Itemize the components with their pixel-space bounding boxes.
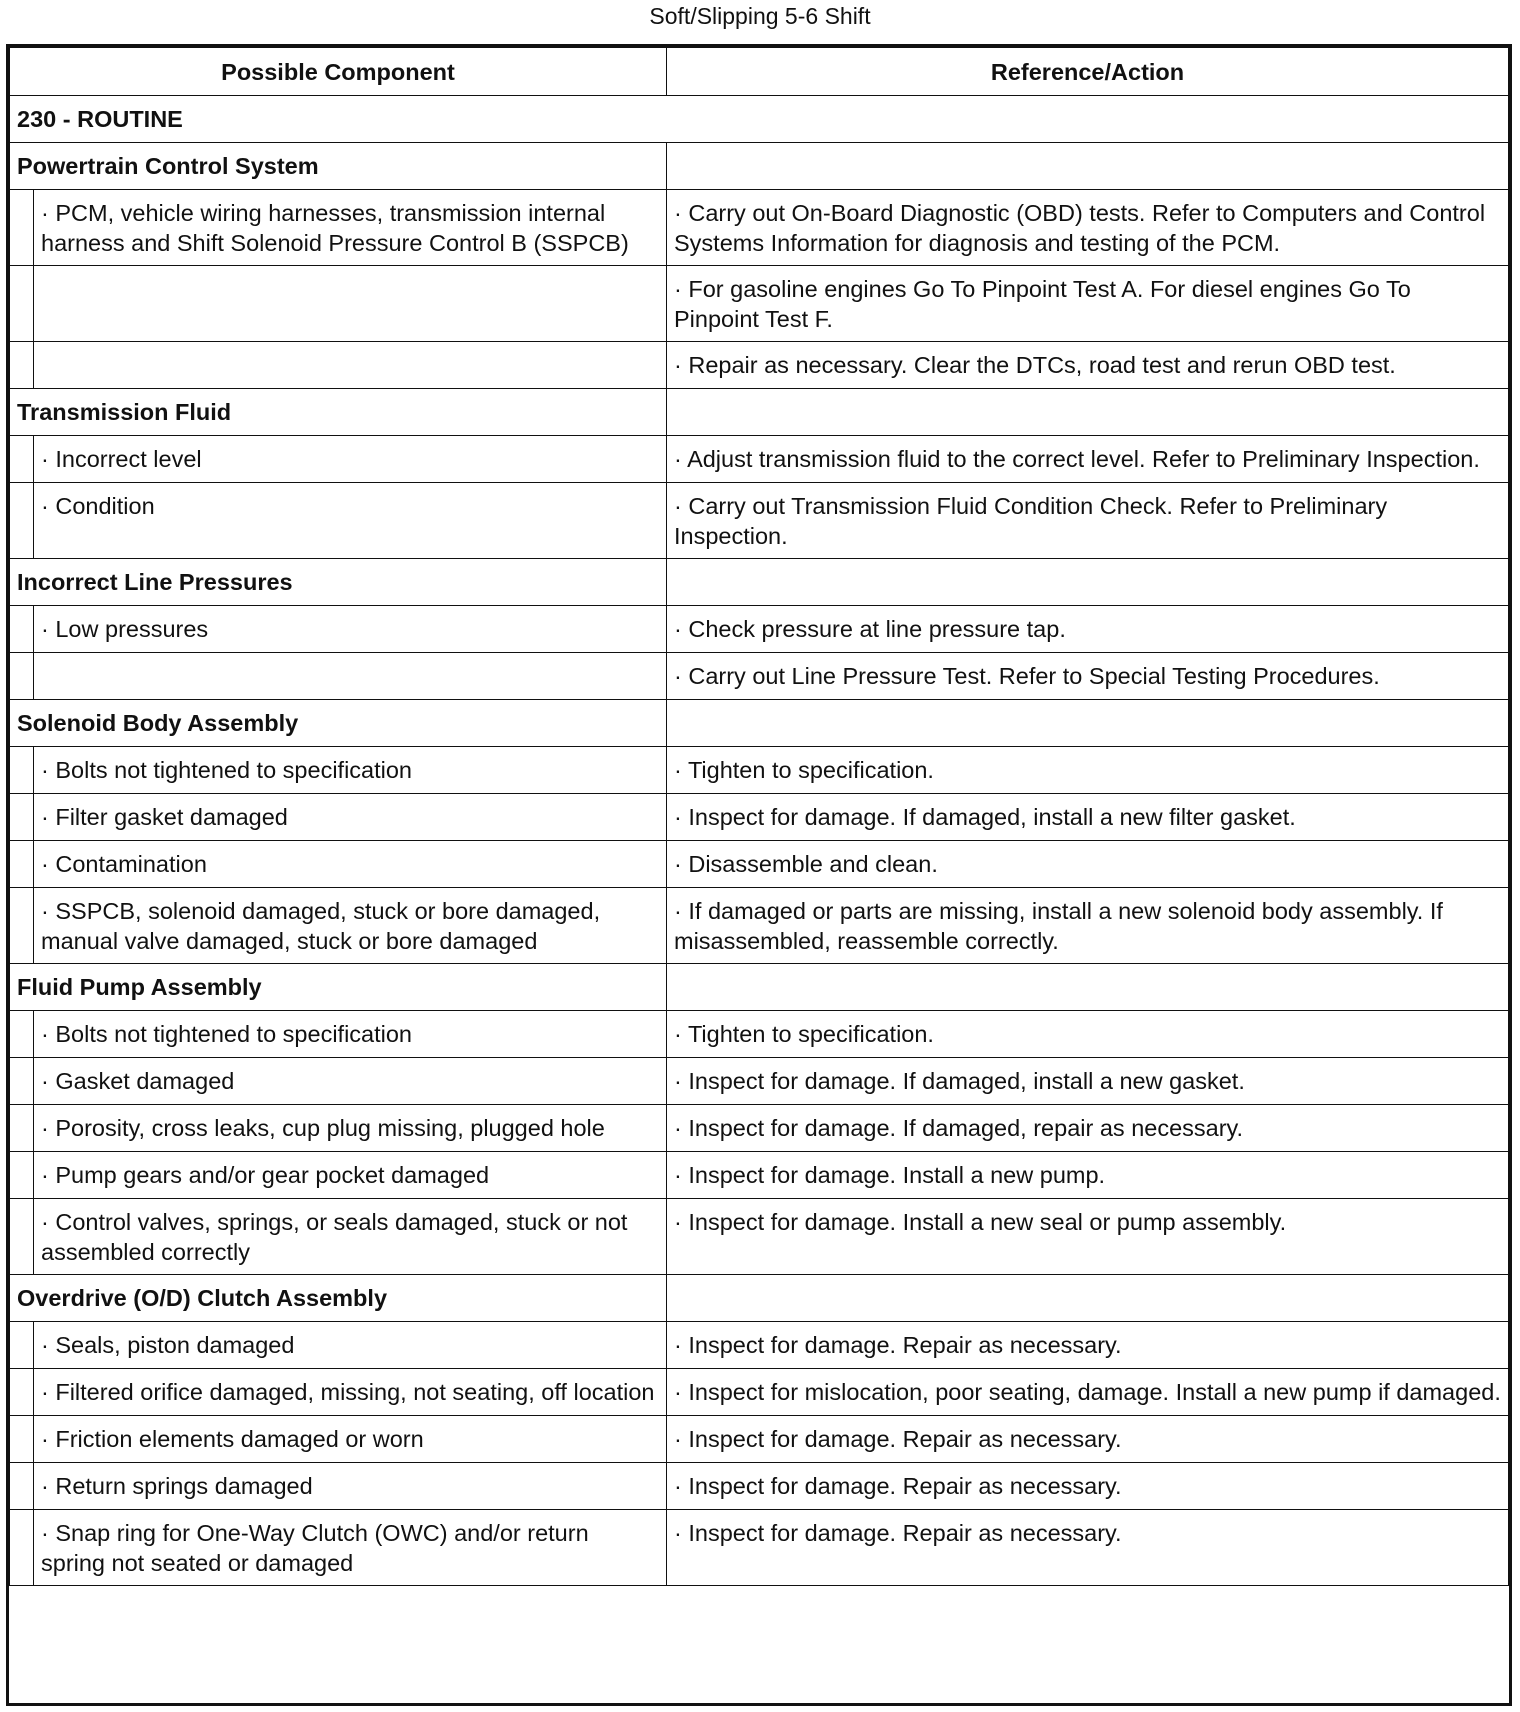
reference-text: · Inspect for damage. Repair as necessary.: [674, 1332, 1122, 1358]
component-text: · Bolts not tightened to specification: [41, 1021, 412, 1047]
component-cell: [34, 1105, 667, 1152]
component-cell: [34, 436, 667, 483]
reference-text: · Inspect for damage. If damaged, install a new filter gasket.: [674, 804, 1296, 830]
indent-cell: [10, 1011, 34, 1058]
reference-text: · Inspect for damage. Install a new seal or pump assembly.: [674, 1209, 1286, 1235]
indent-cell: [10, 342, 34, 389]
reference-text: · Tighten to specification.: [674, 757, 934, 783]
table-row: [10, 747, 1509, 794]
reference-cell: [667, 841, 1509, 888]
component-cell: [34, 1369, 667, 1416]
table-row: [10, 1152, 1509, 1199]
component-text: · Low pressures: [41, 616, 208, 642]
reference-cell: [667, 190, 1509, 266]
section-row: [10, 1275, 1509, 1322]
component-cell: [34, 747, 667, 794]
component-text: · Control valves, springs, or seals damaged, stuck or not assembled correctly: [41, 1209, 627, 1265]
component-text: · Filtered orifice damaged, missing, not seating, off location: [41, 1379, 655, 1405]
indent-cell: [10, 1416, 34, 1463]
section-reference-empty: [667, 389, 1509, 436]
component-text: · Incorrect level: [41, 446, 202, 472]
reference-text: · Carry out On-Board Diagnostic (OBD) tests. Refer to Computers and Control Systems Information for diagnosis and testing of the PCM.: [674, 200, 1485, 256]
reference-cell: [667, 1152, 1509, 1199]
component-cell: [34, 1510, 667, 1586]
section-reference-empty: [667, 700, 1509, 747]
section-title: Fluid Pump Assembly: [10, 964, 667, 1011]
reference-cell: [667, 1105, 1509, 1152]
routine-label: 230 - ROUTINE: [10, 96, 1509, 143]
reference-text: · Repair as necessary. Clear the DTCs, road test and rerun OBD test.: [674, 352, 1396, 378]
component-cell: [34, 1199, 667, 1275]
component-text: · Porosity, cross leaks, cup plug missing, plugged hole: [41, 1115, 605, 1141]
table-row: [10, 1199, 1509, 1275]
section-reference-empty: [667, 964, 1509, 1011]
component-text: · Snap ring for One-Way Clutch (OWC) and/or return spring not seated or damaged: [41, 1520, 589, 1576]
table-row: [10, 794, 1509, 841]
indent-cell: [10, 794, 34, 841]
component-cell: [34, 190, 667, 266]
component-cell: [34, 606, 667, 653]
reference-text: · Inspect for damage. If damaged, install a new gasket.: [674, 1068, 1245, 1094]
component-text: · Friction elements damaged or worn: [41, 1426, 424, 1452]
section-title: Solenoid Body Assembly: [10, 700, 667, 747]
indent-cell: [10, 1199, 34, 1275]
reference-cell: [667, 1369, 1509, 1416]
reference-cell: [667, 606, 1509, 653]
component-text: · Condition: [41, 493, 155, 519]
component-cell: [34, 1463, 667, 1510]
table-row: [10, 1510, 1509, 1586]
reference-text: · Inspect for damage. Repair as necessary.: [674, 1520, 1122, 1546]
component-cell: [34, 483, 667, 559]
reference-cell: [667, 888, 1509, 964]
table-row: [10, 1105, 1509, 1152]
table-row: [10, 436, 1509, 483]
reference-text: · Inspect for damage. Install a new pump.: [674, 1162, 1105, 1188]
reference-cell: [667, 747, 1509, 794]
component-cell: [34, 888, 667, 964]
indent-cell: [10, 1152, 34, 1199]
component-text: · SSPCB, solenoid damaged, stuck or bore damaged, manual valve damaged, stuck or bore damaged: [41, 898, 600, 954]
component-cell: [34, 841, 667, 888]
diagnostic-table: [9, 47, 1509, 1586]
reference-cell: [667, 1416, 1509, 1463]
reference-text: · Check pressure at line pressure tap.: [674, 616, 1066, 642]
table-row: [10, 1011, 1509, 1058]
reference-cell: [667, 1058, 1509, 1105]
reference-cell: [667, 436, 1509, 483]
indent-cell: [10, 1369, 34, 1416]
reference-text: · For gasoline engines Go To Pinpoint Test A. For diesel engines Go To Pinpoint Test F.: [674, 276, 1411, 332]
indent-cell: [10, 888, 34, 964]
reference-cell: [667, 342, 1509, 389]
table-row: [10, 1463, 1509, 1510]
indent-cell: [10, 1105, 34, 1152]
table-row: [10, 190, 1509, 266]
section-title: Incorrect Line Pressures: [10, 559, 667, 606]
indent-cell: [10, 1510, 34, 1586]
component-cell: [34, 1058, 667, 1105]
table-row: [10, 1369, 1509, 1416]
table-row: [10, 653, 1509, 700]
reference-text: · Inspect for mislocation, poor seating, damage. Install a new pump if damaged.: [674, 1379, 1501, 1405]
reference-text: · If damaged or parts are missing, install a new solenoid body assembly. If misassembled, reassemble correctly.: [674, 898, 1443, 954]
reference-text: · Inspect for damage. Repair as necessary.: [674, 1426, 1122, 1452]
component-cell: [34, 1011, 667, 1058]
component-cell: [34, 794, 667, 841]
table-header-row: [10, 48, 1509, 96]
indent-cell: [10, 483, 34, 559]
section-title: Transmission Fluid: [10, 389, 667, 436]
section-row: [10, 389, 1509, 436]
component-cell: [34, 342, 667, 389]
reference-cell: [667, 266, 1509, 342]
table-row: [10, 1416, 1509, 1463]
component-text: · Return springs damaged: [41, 1473, 313, 1499]
indent-cell: [10, 653, 34, 700]
section-row: [10, 559, 1509, 606]
reference-cell: [667, 1463, 1509, 1510]
reference-text: · Carry out Line Pressure Test. Refer to Special Testing Procedures.: [674, 663, 1380, 689]
indent-cell: [10, 190, 34, 266]
table-row: [10, 1058, 1509, 1105]
reference-text: · Disassemble and clean.: [674, 851, 938, 877]
table-row: [10, 266, 1509, 342]
section-reference-empty: [667, 1275, 1509, 1322]
routine-row: [10, 96, 1509, 143]
component-cell: [34, 1416, 667, 1463]
indent-cell: [10, 436, 34, 483]
reference-text: · Tighten to specification.: [674, 1021, 934, 1047]
component-text: · Bolts not tightened to specification: [41, 757, 412, 783]
reference-cell: [667, 1011, 1509, 1058]
indent-cell: [10, 1058, 34, 1105]
component-text: · PCM, vehicle wiring harnesses, transmission internal harness and Shift Solenoid Pressure Control B (SSPCB): [41, 200, 629, 256]
table-row: [10, 483, 1509, 559]
reference-cell: [667, 1510, 1509, 1586]
section-reference-empty: [667, 559, 1509, 606]
reference-cell: [667, 653, 1509, 700]
component-cell: [34, 266, 667, 342]
indent-cell: [10, 1322, 34, 1369]
diagnostic-table-container: [6, 44, 1512, 1706]
table-row: [10, 606, 1509, 653]
reference-cell: [667, 794, 1509, 841]
component-text: · Seals, piston damaged: [41, 1332, 294, 1358]
indent-cell: [10, 266, 34, 342]
table-row: [10, 1322, 1509, 1369]
indent-cell: [10, 606, 34, 653]
reference-cell: [667, 483, 1509, 559]
section-title: Powertrain Control System: [10, 143, 667, 190]
reference-text: · Carry out Transmission Fluid Condition Check. Refer to Preliminary Inspection.: [674, 493, 1387, 549]
column-header-reference: Reference/Action: [667, 48, 1509, 96]
reference-text: · Adjust transmission fluid to the correct level. Refer to Preliminary Inspection.: [674, 446, 1480, 472]
indent-cell: [10, 747, 34, 794]
table-row: [10, 342, 1509, 389]
indent-cell: [10, 841, 34, 888]
column-header-component: Possible Component: [10, 48, 667, 96]
reference-text: · Inspect for damage. Repair as necessary.: [674, 1473, 1122, 1499]
component-text: · Filter gasket damaged: [41, 804, 288, 830]
component-text: · Contamination: [41, 851, 207, 877]
section-row: [10, 700, 1509, 747]
page-title: Soft/Slipping 5-6 Shift: [649, 3, 871, 29]
section-row: [10, 143, 1509, 190]
section-reference-empty: [667, 143, 1509, 190]
table-row: [10, 841, 1509, 888]
component-text: · Pump gears and/or gear pocket damaged: [41, 1162, 489, 1188]
component-cell: [34, 1152, 667, 1199]
component-cell: [34, 653, 667, 700]
indent-cell: [10, 1463, 34, 1510]
section-title: Overdrive (O/D) Clutch Assembly: [10, 1275, 667, 1322]
component-text: · Gasket damaged: [41, 1068, 234, 1094]
reference-cell: [667, 1199, 1509, 1275]
reference-text: · Inspect for damage. If damaged, repair as necessary.: [674, 1115, 1243, 1141]
component-cell: [34, 1322, 667, 1369]
table-row: [10, 888, 1509, 964]
section-row: [10, 964, 1509, 1011]
reference-cell: [667, 1322, 1509, 1369]
